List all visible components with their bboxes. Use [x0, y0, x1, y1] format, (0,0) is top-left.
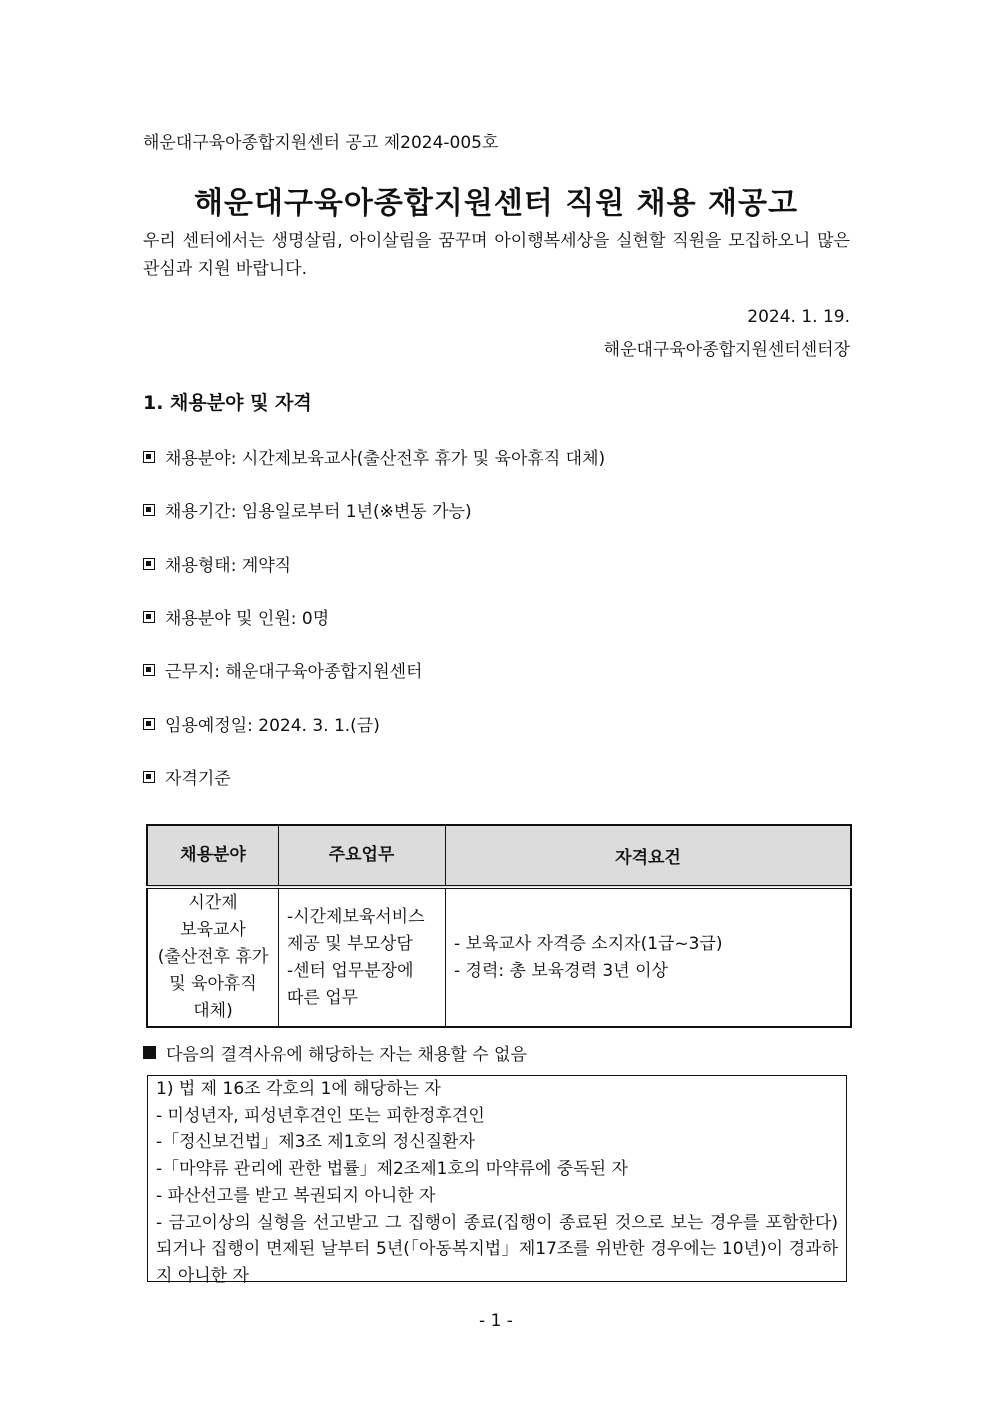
item-label: 임용예정일:: [165, 716, 253, 736]
cell-line: 대체): [193, 1001, 233, 1021]
item-value: 계약직: [241, 556, 292, 576]
cell-line: -시간제보육서비스: [287, 906, 425, 927]
list-item: [143, 657, 422, 682]
item-label: 채용분야 및 인원:: [165, 609, 297, 629]
table-header-duties: 주요업무: [279, 825, 446, 887]
disqualification-line: - 금고이상의 실형을 선고받고 그 집행이 종료(집행이 종료된 것으로 보는 경우를 포함한다)되거나 집행이 면제된 날부터 5년(「아동복지법」제17조를 위반한 경우에는 10년)이 경과하지 아니한 자: [156, 1212, 838, 1286]
disqualification-box: [147, 1075, 847, 1286]
item-value: 시간제보육교사(출산전후 휴가 및 육아휴직 대체): [241, 449, 606, 469]
checkbox-square-icon: [143, 664, 155, 676]
item-value: 2024. 3. 1.(금): [258, 716, 380, 736]
item-label: 자격기준: [165, 769, 231, 789]
cell-line: 시간제: [188, 893, 238, 913]
list-item: [143, 604, 329, 629]
item-value: 임용일로부터 1년(※변동 가능): [241, 502, 472, 522]
duties-cell: [279, 887, 446, 1027]
notice-date: 2024. 1. 19.: [747, 307, 850, 327]
section-heading: 1. 채용분야 및 자격: [143, 392, 312, 414]
qualification-table: [146, 824, 852, 1028]
page-title: 해운대구육아종합지원센터 직원 채용 재공고: [194, 186, 798, 221]
list-item: [143, 551, 291, 576]
cell-line: 따른 업무: [287, 987, 359, 1008]
requirements-cell: [446, 887, 852, 1027]
list-item: [143, 711, 380, 736]
list-item: [143, 444, 605, 469]
cell-line: - 경력: 총 보육경력 3년 이상: [454, 960, 668, 981]
field-cell: [147, 887, 279, 1027]
table-header-requirements: 자격요건: [446, 825, 852, 887]
list-item: [143, 497, 472, 522]
table-header-row: [147, 825, 851, 887]
checkbox-square-icon: [143, 611, 155, 623]
cell-line: -센터 업무분장에: [287, 960, 414, 981]
cell-line: 제공 및 부모상담: [287, 933, 413, 954]
filled-square-icon: [143, 1046, 156, 1059]
disqualification-line: - 파산선고를 받고 복권되지 아니한 자: [156, 1185, 436, 1206]
item-label: 채용기간:: [165, 502, 237, 522]
cell-line: (출산전후 휴가: [157, 947, 269, 967]
checkbox-square-icon: [143, 558, 155, 570]
item-value: 0명: [301, 609, 330, 629]
item-label: 채용분야:: [165, 449, 237, 469]
item-label: 근무지:: [165, 662, 220, 682]
list-item: [143, 764, 231, 789]
disqualification-line: - 미성년자, 피성년후견인 또는 피한정후견인: [156, 1105, 485, 1126]
issuer: 해운대구육아종합지원센터센터장: [603, 340, 850, 360]
notice-number: 해운대구육아종합지원센터 공고 제2024-005호: [143, 133, 499, 153]
cell-line: 및 육아휴직: [169, 974, 257, 994]
checkbox-square-icon: [143, 504, 155, 516]
table-row: [147, 887, 851, 1027]
disqualification-line: -「정신보건법」제3조 제1호의 정신질환자: [156, 1132, 475, 1153]
table-header-field: 채용분야: [147, 825, 279, 887]
checkbox-square-icon: [143, 771, 155, 783]
disqualification-line: -「마약류 관리에 관한 법률」제2조제1호의 마약류에 중독된 자: [156, 1159, 628, 1180]
page-number: - 1 -: [479, 1311, 513, 1331]
item-value: 해운대구육아종합지원센터: [225, 662, 423, 682]
intro-paragraph: 우리 센터에서는 생명살림, 아이살림을 꿈꾸며 아이행복세상을 실현할 직원을 모집하오니 많은 관심과 지원 바랍니다.: [143, 231, 850, 279]
disqualification-line: 1) 법 제 16조 각호의 1에 해당하는 자: [156, 1079, 441, 1099]
cell-line: 보육교사: [180, 920, 246, 940]
item-label: 채용형태:: [165, 556, 237, 576]
checkbox-square-icon: [143, 451, 155, 463]
disqualification-heading: [143, 1040, 527, 1065]
disqualification-heading-text: 다음의 결격사유에 해당하는 자는 채용할 수 없음: [166, 1045, 527, 1065]
checkbox-square-icon: [143, 718, 155, 730]
cell-line: - 보육교사 자격증 소지자(1급~3급): [454, 933, 723, 954]
